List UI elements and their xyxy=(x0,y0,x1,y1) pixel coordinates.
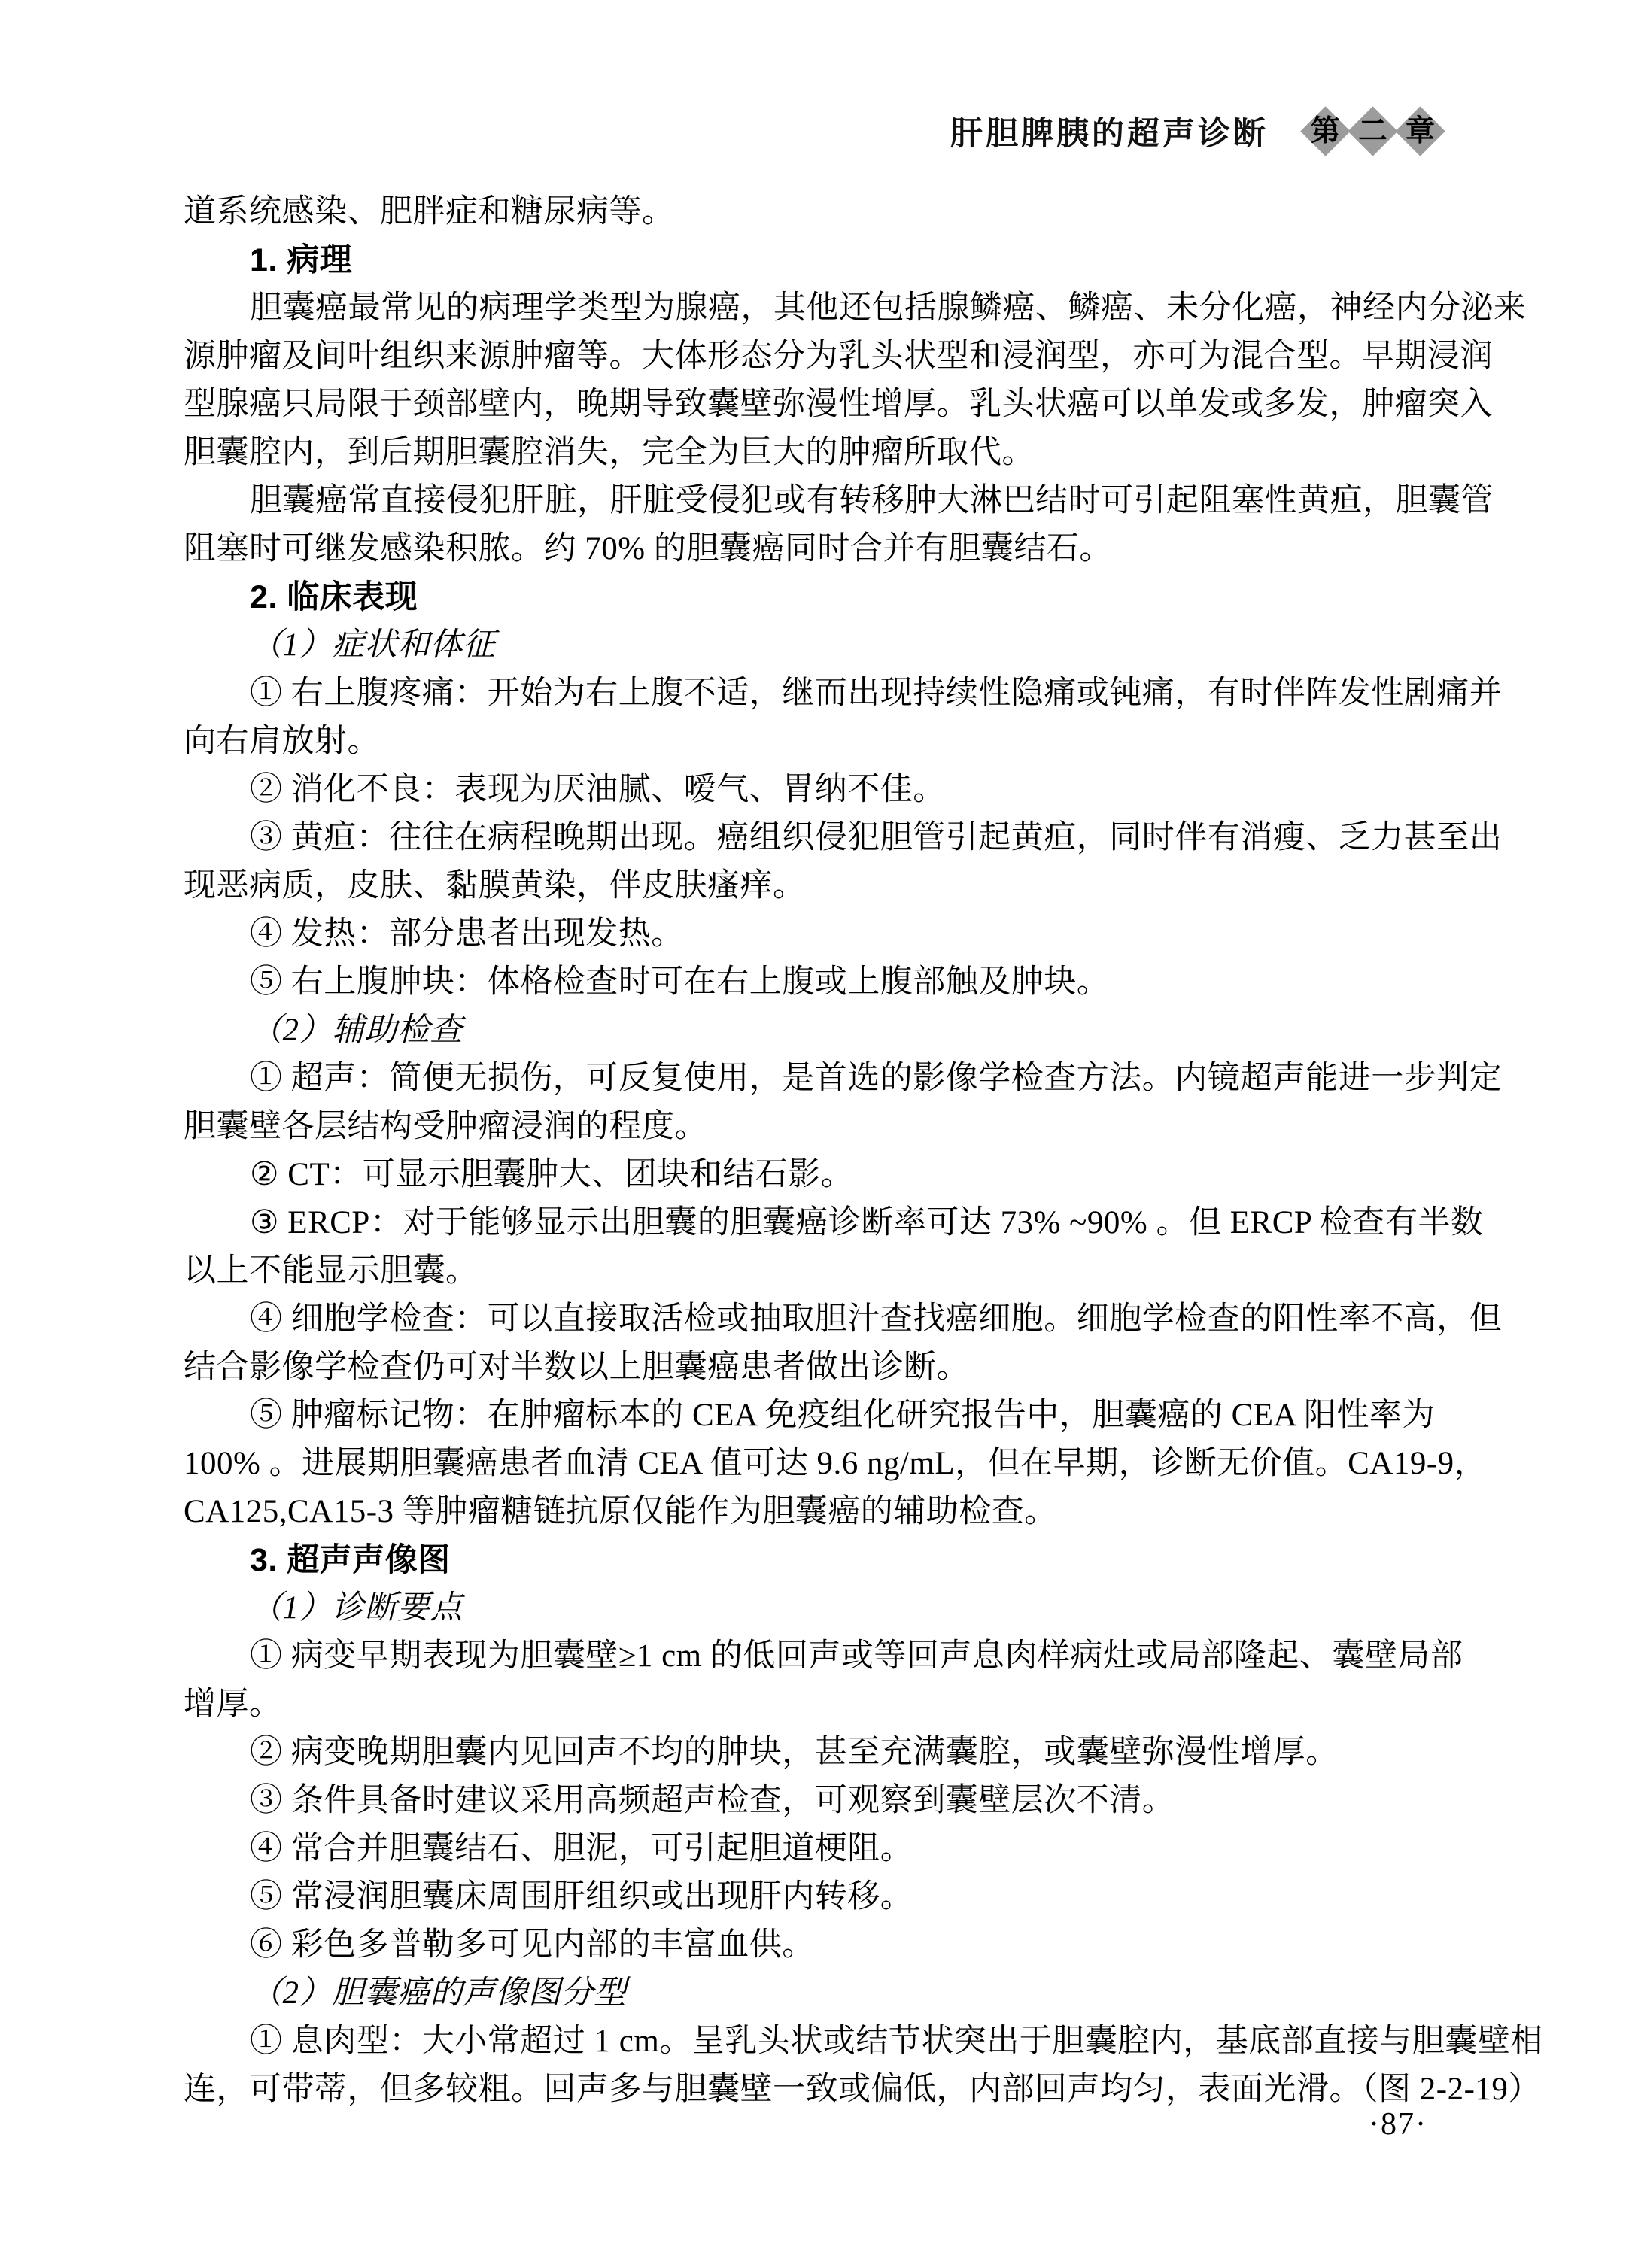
text-line: （1）诊断要点 xyxy=(250,1590,463,1626)
text-line: 胆囊癌常直接侵犯肝脏，肝脏受侵犯或有转移肿大淋巴结时可引起阻塞性黄疸，胆囊管 xyxy=(250,483,1494,518)
text-line: ④ 发热：部分患者出现发热。 xyxy=(250,916,684,952)
text-line: 胆囊腔内，到后期胆囊腔消失，完全为巨大的肿瘤所取代。 xyxy=(184,435,1035,470)
chapter-diamond-3 xyxy=(1395,106,1445,156)
text-line: 2. 临床表现 xyxy=(250,579,418,615)
text-line: （2）胆囊癌的声像图分型 xyxy=(250,1975,627,2011)
chapter-char: 二 xyxy=(1357,114,1388,147)
text-line: ① 超声：简便无损伤，可反复使用，是首选的影像学检查方法。内镜超声能进一步判定 xyxy=(250,1061,1503,1096)
text-line: ① 息肉型：大小常超过 1 cm。呈乳头状或结节状突出于胆囊腔内，基底部直接与胆囊壁相 xyxy=(250,2024,1543,2059)
text-line: ⑤ 肿瘤标记物：在肿瘤标本的 CEA 免疫组化研究报告中，胆囊癌的 CEA 阳性率为 xyxy=(250,1398,1436,1433)
chapter-diamond-2 xyxy=(1348,106,1397,156)
text-line: （2）辅助检查 xyxy=(250,1013,463,1048)
chapter-diamond-1 xyxy=(1300,106,1350,156)
text-line: ② 病变晚期胆囊内见回声不均的肿块，甚至充满囊腔，或囊壁弥漫性增厚。 xyxy=(250,1735,1339,1770)
text-line: ③ 条件具备时建议采用高频超声检查，可观察到囊壁层次不清。 xyxy=(250,1783,1175,1818)
text-line: ③ ERCP：对于能够显示出胆囊的胆囊癌诊断率可达 73% ~90% 。但 ERCP 检查有半数 xyxy=(250,1205,1484,1240)
text-line: 胆囊壁各层结构受肿瘤浸润的程度。 xyxy=(184,1109,707,1144)
page-header xyxy=(950,95,1444,167)
text-line: 100% 。进展期胆囊癌患者血清 CEA 值可达 9.6 ng/mL，但在早期，诊断无价值。CA19-9， xyxy=(184,1446,1488,1481)
text-line: ② 消化不良：表现为厌油腻、嗳气、胃纳不佳。 xyxy=(250,772,946,807)
text-line: 以上不能显示胆囊。 xyxy=(184,1253,479,1289)
text-line: （1）症状和体征 xyxy=(250,627,496,663)
text-line: ③ 黄疸：往往在病程晚期出现。癌组织侵犯胆管引起黄疸，同时伴有消瘦、乏力甚至出 xyxy=(250,820,1503,855)
text-line: ② CT：可显示胆囊肿大、团块和结石影。 xyxy=(250,1157,854,1192)
text-line: 增厚。 xyxy=(184,1687,282,1722)
text-line: 源肿瘤及间叶组织来源肿瘤等。大体形态分为乳头状型和浸润型，亦可为混合型。早期浸润 xyxy=(184,339,1493,374)
chapter-char: 章 xyxy=(1405,114,1436,147)
text-line: 连，可带蒂，但多较粗。回声多与胆囊壁一致或偏低，内部回声均匀，表面光滑。（图 2-2-19） xyxy=(184,2072,1541,2107)
chapter-char: 第 xyxy=(1310,114,1341,147)
text-line: 3. 超声声像图 xyxy=(250,1542,451,1578)
running-head-title: 肝胆脾胰的超声诊断 xyxy=(950,115,1269,152)
page-body xyxy=(184,188,1543,2114)
text-line: ① 右上腹疼痛：开始为右上腹不适，继而出现持续性隐痛或钝痛，有时伴阵发性剧痛并 xyxy=(250,676,1503,711)
text-line: ⑤ 右上腹肿块：体格检查时可在右上腹或上腹部触及肿块。 xyxy=(250,964,1110,1000)
text-line: 阻塞时可继发感染积脓。约 70% 的胆囊癌同时合并有胆囊结石。 xyxy=(184,531,1112,566)
page-number: ·87· xyxy=(1369,2107,1427,2142)
chapter-badge xyxy=(1302,114,1444,149)
text-line: 向右肩放射。 xyxy=(184,724,380,759)
text-line: CA125,CA15-3 等肿瘤糖链抗原仅能作为胆囊癌的辅助检查。 xyxy=(184,1494,1057,1529)
text-line: 1. 病理 xyxy=(250,242,353,278)
text-line: 结合影像学检查仍可对半数以上胆囊癌患者做出诊断。 xyxy=(184,1350,969,1385)
text-line: 道系统感染、肥胖症和糖尿病等。 xyxy=(184,194,675,229)
text-line: ⑥ 彩色多普勒多可见内部的丰富血供。 xyxy=(250,1927,815,1963)
text-line: ⑤ 常浸润胆囊床周围肝组织或出现肝内转移。 xyxy=(250,1879,913,1914)
text-line: ④ 常合并胆囊结石、胆泥，可引起胆道梗阻。 xyxy=(250,1831,913,1866)
text-line: 现恶病质，皮肤、黏膜黄染，伴皮肤瘙痒。 xyxy=(184,868,806,903)
text-line: ④ 细胞学检查：可以直接取活检或抽取胆汁查找癌细胞。细胞学检查的阳性率不高，但 xyxy=(250,1301,1503,1337)
text-line: 型腺癌只局限于颈部壁内，晚期导致囊壁弥漫性增厚。乳头状癌可以单发或多发，肿瘤突入 xyxy=(184,387,1493,422)
text-line: 胆囊癌最常见的病理学类型为腺癌，其他还包括腺鳞癌、鳞癌、未分化癌，神经内分泌来 xyxy=(250,290,1527,326)
text-line: ① 病变早期表现为胆囊壁≥1 cm 的低回声或等回声息肉样病灶或局部隆起、囊壁局部 xyxy=(250,1638,1463,1674)
